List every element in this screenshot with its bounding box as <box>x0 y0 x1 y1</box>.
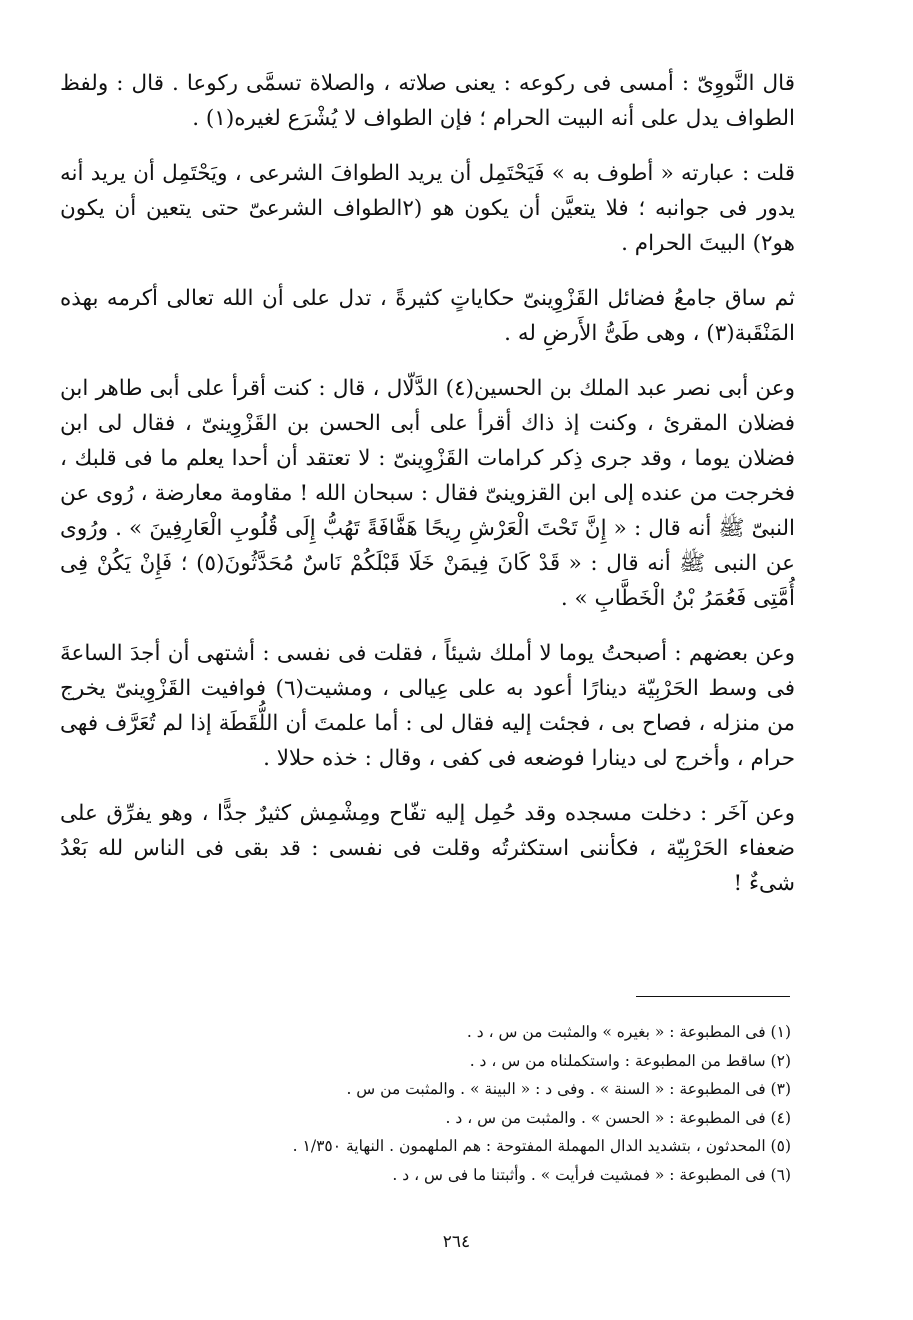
footnote-1: (١) فى المطبوعة : « بغيره » والمثبت من س ، د . <box>466 1023 791 1041</box>
page-number: ٢٦٤ <box>442 1232 471 1252</box>
footnote-5: (٥) المحدثون ، بتشديد الدال المهملة المفتوحة : هم الملهمون . النهاية ١/٣٥٠ . <box>292 1137 791 1155</box>
paragraph-nawawi: قال النَّووِىّ : أمسى فى ركوعه : يعنى صلاته ، والصلاة تسمَّى ركوعا . قال : ولفظ الطواف يدل على أنه البيت الحرام ؛ فإن الطواف لا يُشْرَع لغيره(١) . <box>60 71 795 131</box>
paragraph-karamat-intro: ثم ساق جامعُ فضائل القَزْوِينىّ حكاياتٍ كثيرةً ، تدل على أن الله تعالى أكرمه بهذه المَنْقَبة(٣) ، وهى طَىُّ الأَرضِ له . <box>60 286 795 346</box>
footnotes-list <box>120 1018 791 1189</box>
footnote-2: (٢) ساقط من المطبوعة : واستكملناه من س ، د . <box>469 1051 791 1070</box>
paragraph-abu-nasr-story: وعن أبى نصر عبد الملك بن الحسين(٤) الدَّلّال ، قال : كنت أقرأ على أبى طاهر ابن فضلان المقرئ ، وكنت إذ ذاك أقرأ على أبى الحسن بن القَزْوِينىّ ، فقال لى ابن فضلان يوما ، وقد جرى ذِكر كرامات القَزْوِينىّ : لا تعتقد أن أحدا يعلم ما فى قلبك ، فخرجت من عنده إلى ابن القزوينىّ فقال : سبحان الله ! مقاومة معارضة ، رُوى عن النبىّ ﷺ أنه قال : « إِنَّ تَحْتَ الْعَرْشِ رِيحًا هَفَّافَةً تَهُبُّ إِلَى قُلُوبِ الْعَارِفِينَ » . ورُوى عن النبى ﷺ أنه قال : « قَدْ كَانَ فِيمَنْ خَلَا قَبْلَكُمْ نَاسٌ مُحَدَّثُونَ(٥) ؛ فَإِنْ يَكُنْ فِى أُمَّتِى فَعُمَرُ بْنُ الْخَطَّابِ » . <box>60 376 795 611</box>
footnote-3: (٣) فى المطبوعة : « السنة » . وفى د : « البينة » . والمثبت من س . <box>346 1080 791 1098</box>
footnote-6: (٦) فى المطبوعة : « فمشيت فرأيت » . وأثبتنا ما فى س ، د . <box>392 1165 791 1184</box>
paragraph-mosque-story: وعن آخَر : دخلت مسجده وقد حُمِل إليه تفّاح ومِشْمِش كثيرٌ جدًّا ، وهو يفرِّق على ضعفاء الحَرْبِيّة ، فكأننى استكثرتُه وقلت فى نفسى : قد بقى فى الناس لله بَعْدُ شىءٌ ! <box>60 801 795 896</box>
footnote-divider <box>636 996 790 997</box>
paragraph-author-comment: قلت : عبارته « أطوف به » فَيَحْتَمِل أن يريد الطوافَ الشرعى ، ويَحْتَمِل أن يريد أنه يدور فى جوانبه ؛ فلا يتعيَّن أن يكون هو (٢الطواف الشرعىّ حتى يتعين أن يكون هو٢) البيتَ الحرام . <box>60 161 795 256</box>
footnote-4: (٤) فى المطبوعة : « الحسن » . والمثبت من س ، د . <box>445 1108 791 1127</box>
main-text <box>60 66 795 921</box>
paragraph-dinar-story: وعن بعضهم : أصبحتُ يوما لا أملك شيئاً ، فقلت فى نفسى : أشتهى أن أجدَ الساعةَ فى وسط الحَرْبِيّة دينارًا أعود به على عِيالى ، ومشيت(٦) فوافيت القَزْوِينىّ يخرج من منزله ، فصاح بى ، فجئت إليه فقال لى : أما علمتَ أن اللُّقَطَة إذا لم تُعَرَّف فهى حرام ، وأخرج لى دينارا فوضعه فى كفى ، وقال : خذه حلالا . <box>60 641 795 771</box>
